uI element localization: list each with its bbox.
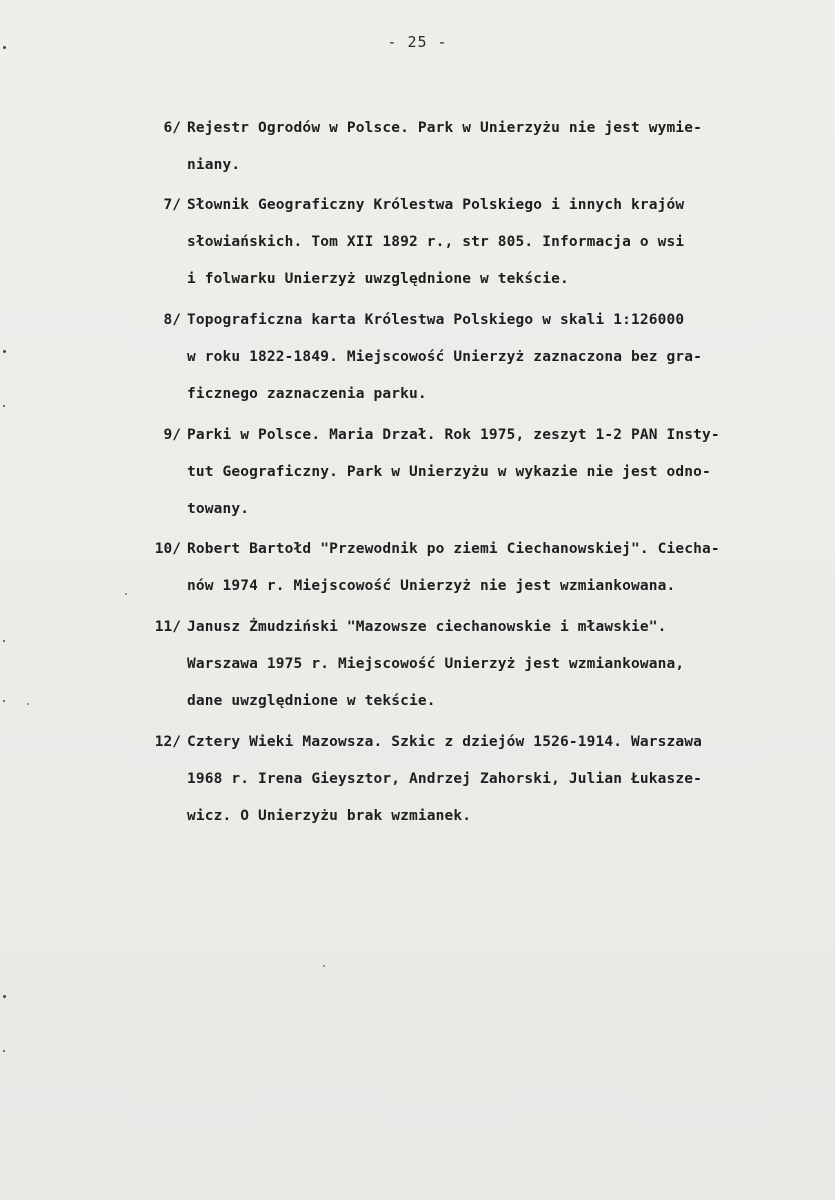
entry-line: Słownik Geograficzny Królestwa Polskiego i innych krajów: [187, 197, 685, 213]
entry-line: towany.: [187, 501, 250, 517]
entry-line: niany.: [187, 157, 241, 173]
entry-line: Rejestr Ogrodów w Polsce. Park w Unierzyżu nie jest wymie-: [187, 120, 703, 136]
scan-speck: [3, 1050, 5, 1052]
scan-speck: [3, 405, 5, 407]
scan-speck: [3, 640, 5, 642]
entry-line: Cztery Wieki Mazowsza. Szkic z dziejów 1526-1914. Warszawa: [187, 734, 703, 750]
entry-number: 6/: [163, 120, 181, 136]
entry-line: nów 1974 r. Miejscowość Unierzyż nie jest wzmiankowana.: [187, 578, 676, 594]
scan-dust: [323, 965, 325, 967]
entry-line: Warszawa 1975 r. Miejscowość Unierzyż jest wzmiankowana,: [187, 656, 685, 672]
entry-line: 1968 r. Irena Gieysztor, Andrzej Zahorski, Julian Łukasze-: [187, 771, 703, 787]
entry-line: i folwarku Unierzyż uwzględnione w tekście.: [187, 271, 569, 287]
entry-number: 10/: [154, 541, 181, 557]
entry-line: Topograficzna karta Królestwa Polskiego w skali 1:126000: [187, 312, 685, 328]
entry-number: 7/: [163, 197, 181, 213]
entry-line: Janusz Żmudziński "Mazowsze ciechanowskie i mławskie".: [187, 619, 667, 635]
entry-number: 11/: [154, 619, 181, 635]
entry-line: w roku 1822-1849. Miejscowość Unierzyż zaznaczona bez gra-: [187, 349, 703, 365]
entry-line: słowiańskich. Tom XII 1892 r., str 805. Informacja o wsi: [187, 234, 685, 250]
scan-dust: [27, 703, 29, 705]
entry-line: Robert Bartołd "Przewodnik po ziemi Ciechanowskiej". Ciecha-: [187, 541, 720, 557]
entry-line: tut Geograficzny. Park w Unierzyżu w wykazie nie jest odno-: [187, 464, 711, 480]
entry-number: 8/: [163, 312, 181, 328]
scan-speck: [3, 700, 5, 702]
entry-line: ficznego zaznaczenia parku.: [187, 386, 427, 402]
scan-speck: [3, 350, 6, 353]
scan-dust: [125, 593, 127, 595]
entry-line: wicz. O Unierzyżu brak wzmianek.: [187, 808, 472, 824]
page-number: - 25 -: [387, 33, 448, 51]
entry-number: 12/: [154, 734, 181, 750]
entry-line: Parki w Polsce. Maria Drzał. Rok 1975, zeszyt 1-2 PAN Insty-: [187, 427, 720, 443]
entry-line: dane uwzględnione w tekście.: [187, 693, 436, 709]
scan-speck: [3, 995, 6, 998]
entry-number: 9/: [163, 427, 181, 443]
